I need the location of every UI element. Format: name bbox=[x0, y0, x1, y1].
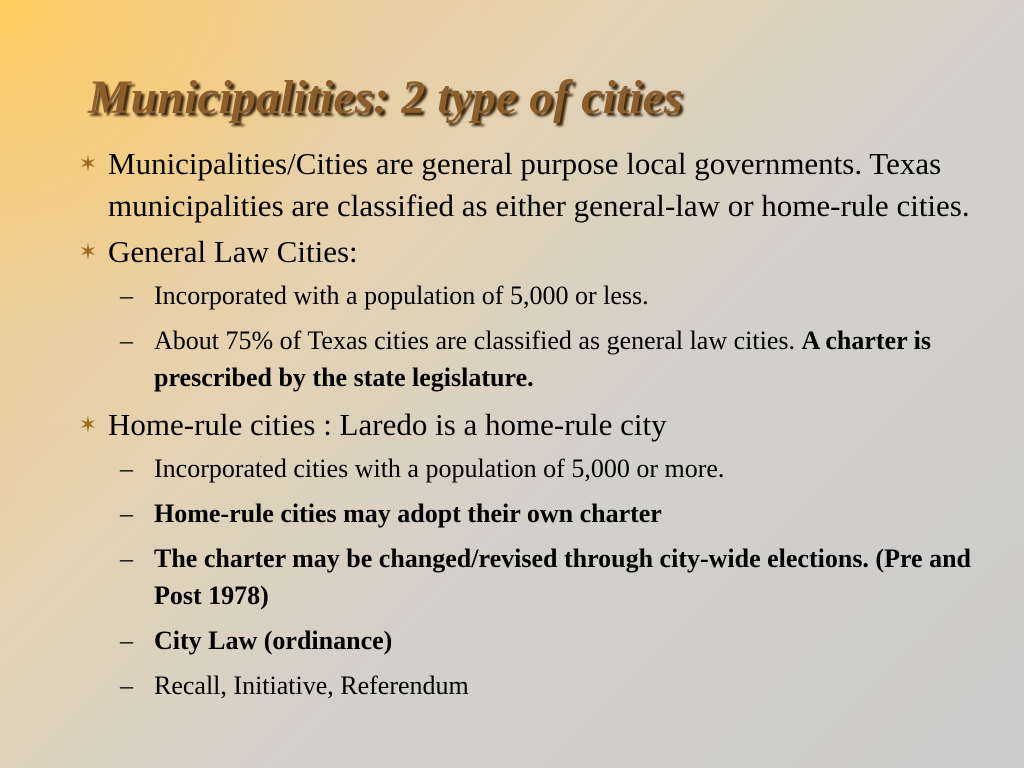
bullet-item bbox=[76, 404, 976, 704]
dash-bullet-icon: – bbox=[120, 626, 133, 655]
dash-bullet-icon: – bbox=[120, 544, 133, 573]
dash-bullet-icon: – bbox=[120, 671, 133, 700]
sub-bullet-bold-text: Home-rule cities may adopt their own charter bbox=[154, 499, 662, 528]
sub-bullet-bold-text: City Law (ordinance) bbox=[154, 626, 393, 655]
bullet-list bbox=[76, 143, 976, 712]
bullet-text: General Law Cities: bbox=[108, 234, 358, 269]
sub-bullet-item bbox=[108, 450, 976, 487]
sub-bullet-text: Recall, Initiative, Referendum bbox=[154, 671, 469, 700]
bullet-item bbox=[76, 231, 976, 396]
dash-bullet-icon: – bbox=[120, 454, 133, 483]
sub-bullet-item bbox=[108, 667, 976, 704]
sub-bullet-bold-text: The charter may be changed/revised through city-wide elections. (Pre and Post 1978) bbox=[154, 544, 972, 610]
sub-bullet-item bbox=[108, 277, 976, 314]
bullet-text: Home-rule cities : Laredo is a home-rule city bbox=[108, 407, 667, 442]
sub-bullet-list bbox=[108, 450, 976, 704]
sub-bullet-item bbox=[108, 322, 976, 396]
star-bullet-icon: ✶ bbox=[78, 239, 98, 264]
sub-bullet-item bbox=[108, 495, 976, 532]
sub-bullet-item bbox=[108, 540, 976, 614]
bullet-item bbox=[76, 143, 976, 227]
sub-bullet-list bbox=[108, 277, 976, 396]
sub-bullet-text: About 75% of Texas cities are classified as general law cities. bbox=[154, 326, 802, 355]
sub-bullet-text: Incorporated with a population of 5,000 or less. bbox=[154, 281, 649, 310]
dash-bullet-icon: – bbox=[120, 281, 133, 310]
sub-bullet-bold-text: A charter is prescribed by the state legislature. bbox=[154, 326, 931, 392]
dash-bullet-icon: – bbox=[120, 326, 133, 355]
star-bullet-icon: ✶ bbox=[78, 151, 98, 176]
sub-bullet-item bbox=[108, 622, 976, 659]
star-bullet-icon: ✶ bbox=[78, 412, 98, 437]
bullet-text: Municipalities/Cities are general purpose local governments. Texas municipalities are classified as either general-law or home-rule cities. bbox=[108, 146, 970, 223]
slide-title: Municipalities: 2 type of cities bbox=[88, 71, 683, 124]
sub-bullet-text: Incorporated cities with a population of 5,000 or more. bbox=[154, 454, 725, 483]
dash-bullet-icon: – bbox=[120, 499, 133, 528]
